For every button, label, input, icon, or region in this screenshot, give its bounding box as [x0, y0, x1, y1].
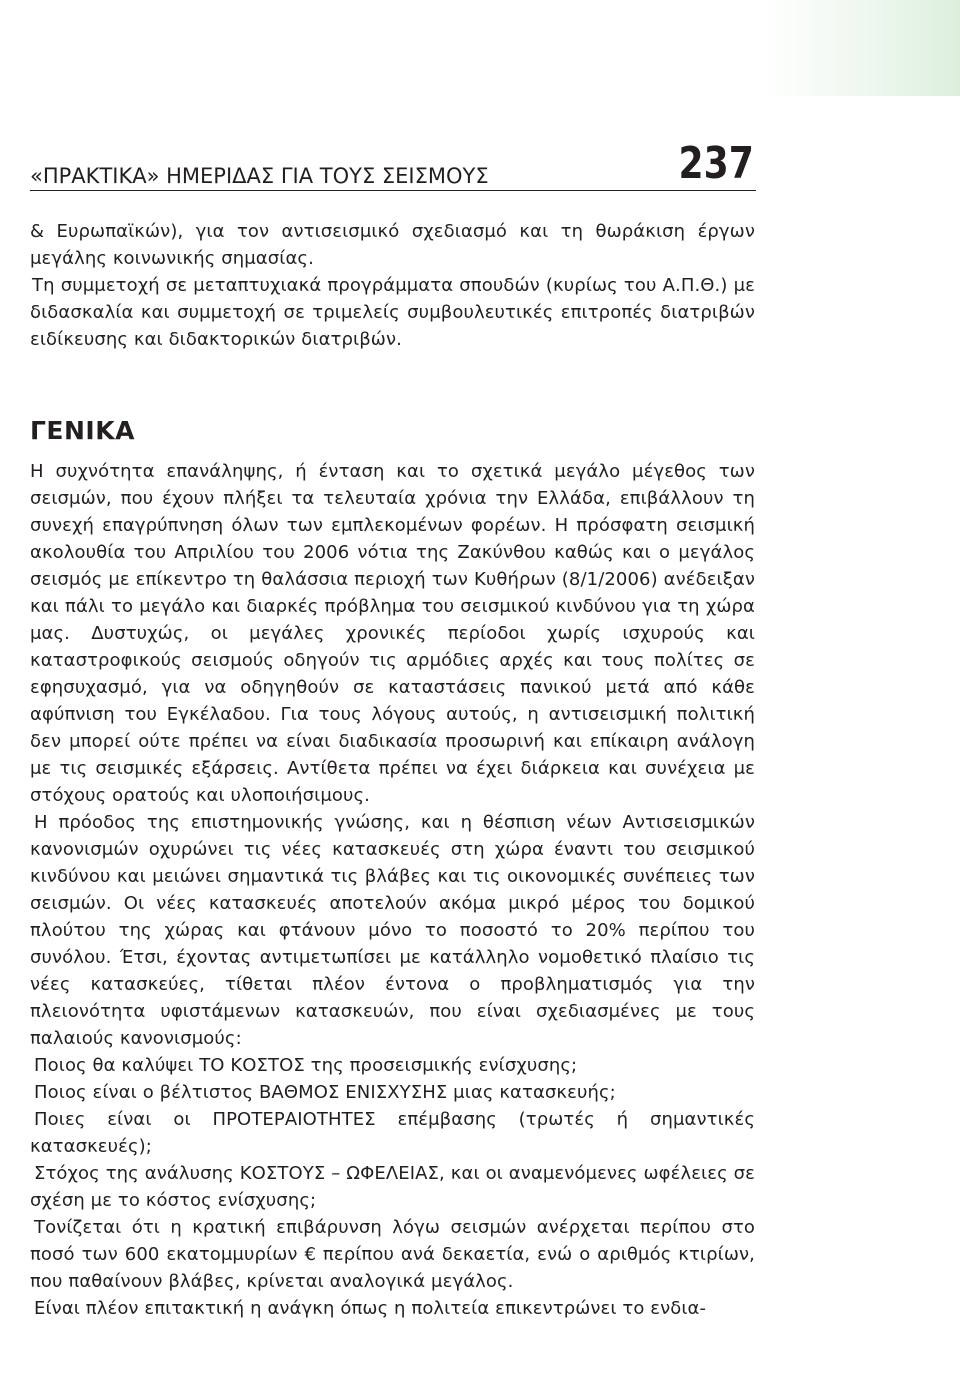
body-paragraph: Είναι πλέον επιτακτική η ανάγκη όπως η πολιτεία επικεντρώνει το ενδια-: [34, 1298, 707, 1319]
running-header-title: «ΠΡΑΚΤΙΚΑ» ΗΜΕΡΙΔΑΣ ΓΙΑ ΤΟΥΣ ΣΕΙΣΜΟΥΣ: [30, 164, 489, 188]
page-number: 237: [678, 138, 754, 189]
question-item: Στόχος της ανάλυσης ΚΟΣΤΟΥΣ – ΩΦΕΛΕΙΑΣ, και οι αναμενόμενες ωφέλειες σε σχέση με το κόστος ενίσχυσης;: [30, 1163, 755, 1211]
body-paragraph: Η συχνότητα επανάληψης, ή ένταση και το σχετικά μεγάλο μέγεθος των σεισμών, που έχουν πλήξει τα τελευταία χρόνια την Ελλάδα, επιβάλλουν τη συνεχή επαγρύπνηση όλων των εμπλεκομένων φορέων. Η πρόσφατη σεισμική ακολουθία του Απριλίου του 2006 νότια της Ζακύνθου καθώς και ο μεγάλος σεισμός με επίκεντρο τη θαλάσσια περιοχή των Κυθήρων (8/1/2006) ανέδειξαν και πάλι το μεγάλο και διαρκές πρόβλημα του σεισμικού κινδύνου για τη χώρα μας. Δυστυχώς, οι μεγάλες χρονικές περίοδοι χωρίς ισχυρούς και καταστροφικούς σεισμούς οδηγούν τις αρμόδιες αρχές και τους πολίτες σε εφησυχασμό, για να οδηγηθούν σε καταστάσεις πανικού μετά από κάθε αφύπνιση του Εγκέλαδου. Για τους λόγους αυτούς, η αντισεισμική πολιτική δεν μπορεί ούτε πρέπει να είναι διαδικασία προσωρινή και επίκαιρη ανάλογη με τις σεισμικές εξάρσεις. Αντίθετα πρέπει να έχει διάρκεια και συνέχεια με στόχους ορατούς και υλοποιήσιμους.: [30, 461, 755, 806]
intro-paragraph: Τη συμμετοχή σε μεταπτυχιακά προγράμματα σπουδών (κυρίως του Α.Π.Θ.) με διδασκαλία και συμμετοχή σε τριμελείς συμβουλευτικές επιτροπές διατριβών ειδίκευσης και διδακτορικών διατριβών.: [30, 275, 755, 350]
body-paragraph: Τονίζεται ότι η κρατική επιβάρυνση λόγω σεισμών ανέρχεται περίπου στο ποσό των 600 εκατομμυρίων € περίπου ανά δεκαετία, ενώ ο αριθμός κτιρίων, που παθαίνουν βλάβες, κρίνεται αναλογικά μεγάλος.: [30, 1217, 755, 1292]
question-item: Ποιος είναι ο βέλτιστος ΒΑΘΜΟΣ ΕΝΙΣΧΥΣΗΣ μιας κατασκευής;: [34, 1082, 616, 1103]
body-paragraph: Η πρόοδος της επιστημονικής γνώσης, και η θέσπιση νέων Αντισεισμικών κανονισμών οχυρώνει τις νέες κατασκευές στη χώρα έναντι του σεισμικού κινδύνου και μειώνει σημαντικά τις βλάβες και τις οικονομικές συνέπειες των σεισμών. Οι νέες κατασκευές αποτελούν ακόμα μικρό μέρος του δομικού πλούτου της χώρας και φτάνουν μόνο το ποσοστό το 20% περίπου του συνόλου. Έτσι, έχοντας αντιμετωπίσει με κατάλληλο νομοθετικό πλαίσιο τις νέες κατασκεύες, τίθεται πλέον έντονα ο προβληματισμός για την πλειονότητα υφιστάμενων κατασκευών, που είναι σχεδιασμένες με τους παλαιούς κανονισμούς:: [30, 812, 755, 1049]
section-body: [30, 458, 755, 1322]
running-header: [30, 138, 756, 191]
intro-text: [30, 218, 755, 353]
intro-paragraph: & Ευρωπαϊκών), για τον αντισεισμικό σχεδιασμό και τη θωράκιση έργων μεγάλης κοινωνικής σημασίας.: [30, 221, 755, 269]
section-heading: ΓΕΝΙΚΑ: [30, 416, 135, 445]
question-item: Ποιες είναι οι ΠΡΟΤΕΡΑΙΟΤΗΤΕΣ επέμβασης (τρωτές ή σημαντικές κατασκευές);: [30, 1109, 755, 1157]
question-item: Ποιος θα καλύψει ΤΟ ΚΟΣΤΟΣ της προσεισμικής ενίσχυσης;: [34, 1055, 578, 1076]
header-accent-strip: [764, 0, 960, 96]
